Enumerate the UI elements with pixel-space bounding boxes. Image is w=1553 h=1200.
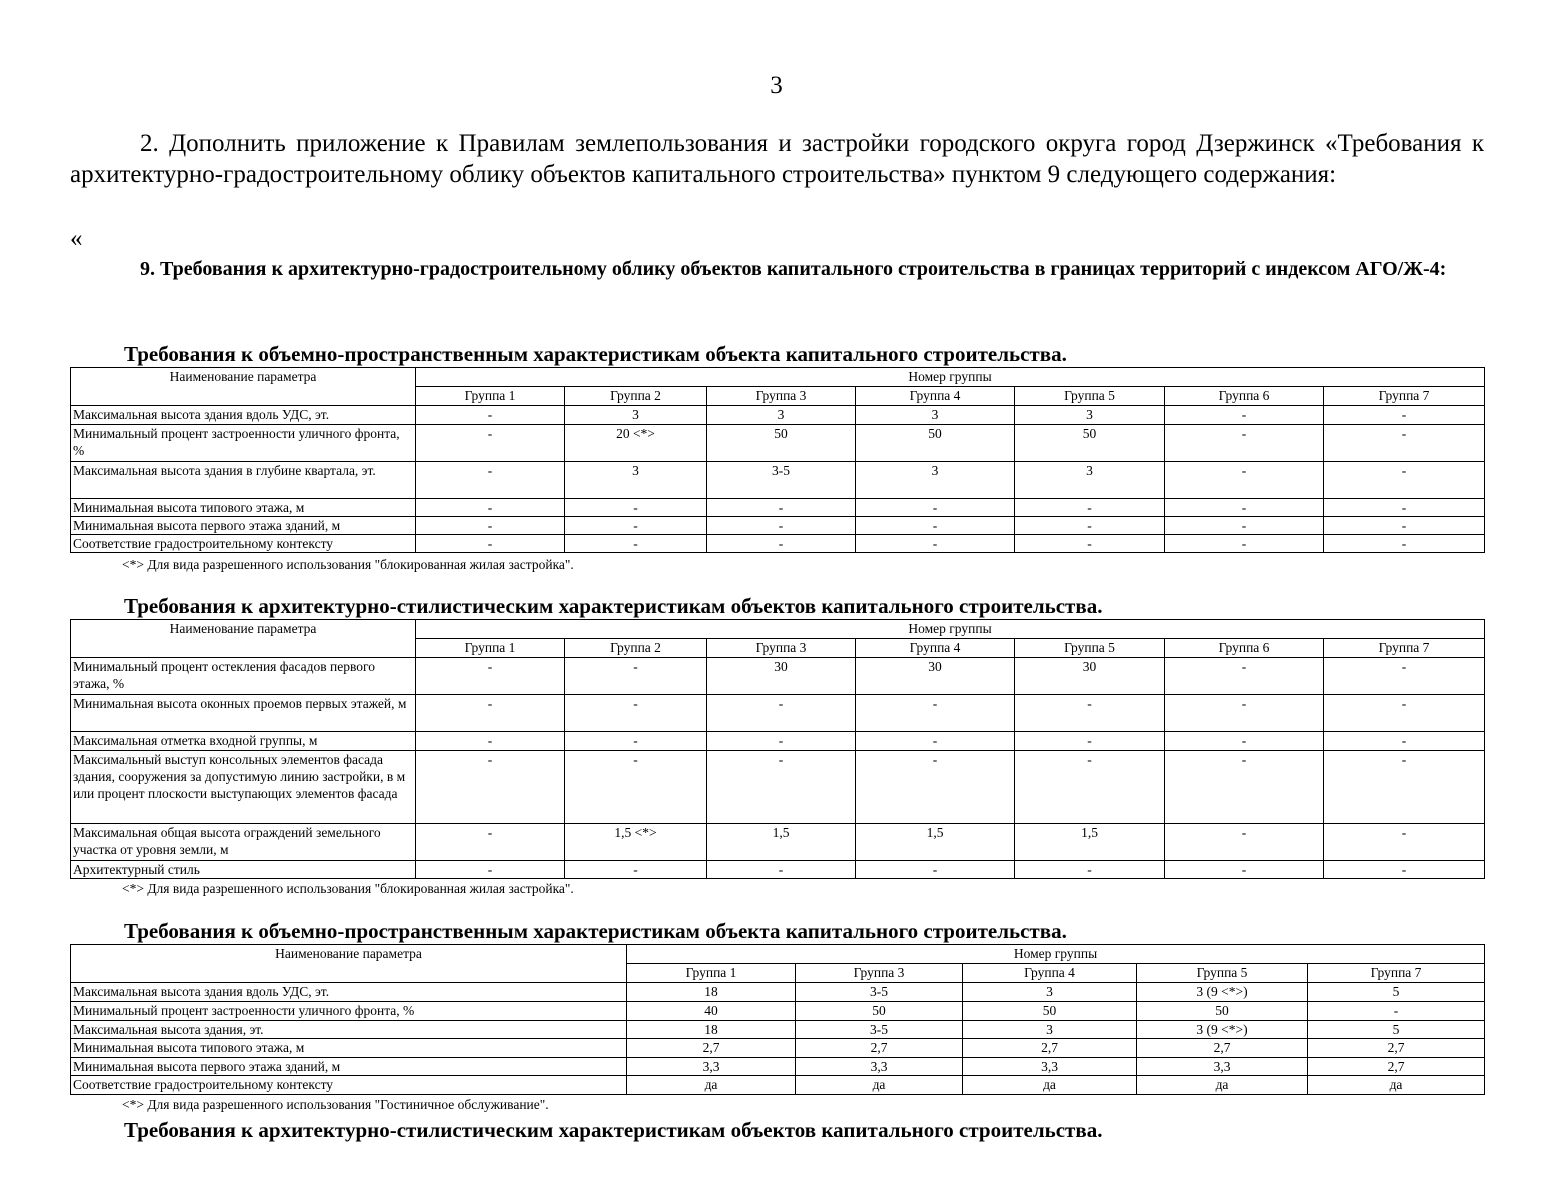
table-1: [70, 367, 1485, 553]
value-cell: 2,7: [1308, 1039, 1485, 1058]
value-cell: -: [707, 535, 856, 553]
value-cell: -: [1324, 861, 1485, 879]
value-cell: -: [416, 861, 565, 879]
table-1-title: Требования к объемно-пространственным характеристикам объекта капитального строительства.: [124, 342, 1067, 366]
value-cell: -: [1015, 751, 1165, 824]
value-cell: 50: [963, 1002, 1137, 1021]
param-name: Минимальный процент остекления фасадов первого этажа, %: [71, 658, 416, 695]
param-name: Соответствие градостроительному контексту: [71, 535, 416, 553]
param-name: Минимальная высота оконных проемов первых этажей, м: [71, 695, 416, 732]
value-cell: -: [416, 535, 565, 553]
table-row: [71, 1039, 1485, 1058]
value-cell: -: [1165, 824, 1324, 861]
group-label: Группа 6: [1165, 387, 1324, 406]
group-header: Номер группы: [416, 620, 1485, 639]
table-row: [71, 983, 1485, 1002]
param-name: Минимальный процент застроенности уличного фронта, %: [71, 425, 416, 462]
value-cell: -: [1324, 695, 1485, 732]
param-name: Максимальная общая высота ограждений земельного участка от уровня земли, м: [71, 824, 416, 861]
value-cell: 3,3: [1137, 1058, 1308, 1076]
page-number: 3: [770, 72, 783, 99]
value-cell: 50: [1137, 1002, 1308, 1021]
group-header: Номер группы: [416, 368, 1485, 387]
intro-paragraph: 2. Дополнить приложение к Правилам землепользования и застройки городского округа город Дзержинск «Требования к архитектурно-градостроительному облику объектов капитального строительства» пунктом 9 следующего содержания:: [70, 130, 1484, 188]
value-cell: -: [416, 517, 565, 535]
value-cell: 50: [707, 425, 856, 462]
value-cell: -: [1308, 1002, 1485, 1021]
value-cell: -: [856, 732, 1015, 751]
group-label: Группа 5: [1015, 639, 1165, 658]
table-row: [71, 1002, 1485, 1021]
value-cell: -: [856, 535, 1015, 553]
value-cell: -: [1015, 861, 1165, 879]
value-cell: -: [565, 751, 707, 824]
value-cell: -: [1324, 517, 1485, 535]
value-cell: -: [1165, 499, 1324, 517]
table-row: [71, 824, 1485, 861]
param-name: Архитектурный стиль: [71, 861, 416, 879]
param-name: Максимальная высота здания в глубине квартала, эт.: [71, 462, 416, 499]
param-name: Минимальная высота типового этажа, м: [71, 1039, 627, 1058]
value-cell: -: [416, 406, 565, 425]
value-cell: -: [416, 695, 565, 732]
table-3: [70, 944, 1485, 1095]
value-cell: 1,5: [1015, 824, 1165, 861]
group-label: Группа 1: [416, 639, 565, 658]
table-row: [71, 535, 1485, 553]
value-cell: -: [1165, 861, 1324, 879]
value-cell: 1,5 <*>: [565, 824, 707, 861]
param-name: Максимальная отметка входной группы, м: [71, 732, 416, 751]
value-cell: 3: [1015, 462, 1165, 499]
value-cell: -: [1324, 462, 1485, 499]
group-label: Группа 2: [565, 639, 707, 658]
group-label: Группа 1: [416, 387, 565, 406]
param-header: Наименование параметра: [71, 620, 416, 658]
value-cell: -: [565, 499, 707, 517]
value-cell: 3-5: [707, 462, 856, 499]
param-name: Соответствие градостроительному контексту: [71, 1076, 627, 1095]
value-cell: -: [416, 499, 565, 517]
table-row: [71, 462, 1485, 499]
group-header: Номер группы: [627, 945, 1485, 964]
value-cell: 3: [707, 406, 856, 425]
value-cell: -: [1324, 824, 1485, 861]
value-cell: 3: [1015, 406, 1165, 425]
value-cell: да: [963, 1076, 1137, 1095]
table-row: [71, 406, 1485, 425]
value-cell: 3,3: [963, 1058, 1137, 1076]
param-header: Наименование параметра: [71, 945, 627, 983]
table-row: [71, 732, 1485, 751]
value-cell: -: [707, 751, 856, 824]
group-label: Группа 5: [1137, 964, 1308, 983]
group-label: Группа 6: [1165, 639, 1324, 658]
param-name: Минимальная высота первого этажа зданий, м: [71, 1058, 627, 1076]
value-cell: -: [1324, 406, 1485, 425]
value-cell: -: [707, 861, 856, 879]
value-cell: 18: [627, 983, 796, 1002]
value-cell: -: [707, 695, 856, 732]
value-cell: 3: [963, 1021, 1137, 1039]
value-cell: 5: [1308, 1021, 1485, 1039]
opening-quote-mark: «: [70, 225, 83, 252]
section-heading: 9. Требования к архитектурно-градостроительному облику объектов капитального строительства в границах территорий с индексом АГО/Ж-4:: [140, 258, 1447, 280]
value-cell: -: [416, 462, 565, 499]
param-name: Максимальная высота здания вдоль УДС, эт.: [71, 983, 627, 1002]
value-cell: -: [1324, 751, 1485, 824]
value-cell: 3: [963, 983, 1137, 1002]
value-cell: -: [856, 751, 1015, 824]
param-name: Максимальный выступ консольных элементов фасада здания, сооружения за допустимую линию застройки, в м или процент плоскости выступающих элементов фасада: [71, 751, 416, 824]
value-cell: 3,3: [796, 1058, 963, 1076]
value-cell: -: [1324, 658, 1485, 695]
value-cell: 50: [856, 425, 1015, 462]
value-cell: -: [1165, 406, 1324, 425]
value-cell: -: [416, 658, 565, 695]
table-2-footnote: <*> Для вида разрешенного использования "блокированная жилая застройка".: [122, 881, 574, 896]
value-cell: -: [1015, 732, 1165, 751]
param-header: Наименование параметра: [71, 368, 416, 406]
group-label: Группа 4: [963, 964, 1137, 983]
group-label: Группа 2: [565, 387, 707, 406]
table-row: [71, 425, 1485, 462]
table-2-title: Требования к архитектурно-стилистическим характеристикам объектов капитального строительства.: [124, 594, 1103, 618]
value-cell: -: [1165, 462, 1324, 499]
group-label: Группа 3: [796, 964, 963, 983]
value-cell: 3 (9 <*>): [1137, 983, 1308, 1002]
value-cell: 3 (9 <*>): [1137, 1021, 1308, 1039]
value-cell: -: [565, 535, 707, 553]
value-cell: -: [1324, 535, 1485, 553]
param-name: Минимальная высота первого этажа зданий, м: [71, 517, 416, 535]
value-cell: 20 <*>: [565, 425, 707, 462]
value-cell: 2,7: [1308, 1058, 1485, 1076]
value-cell: -: [1324, 499, 1485, 517]
value-cell: -: [1165, 425, 1324, 462]
value-cell: да: [1308, 1076, 1485, 1095]
table-3-footnote: <*> Для вида разрешенного использования "Гостиничное обслуживание".: [122, 1097, 549, 1112]
value-cell: 5: [1308, 983, 1485, 1002]
value-cell: -: [565, 695, 707, 732]
value-cell: -: [1165, 751, 1324, 824]
value-cell: да: [1137, 1076, 1308, 1095]
table-3-title: Требования к объемно-пространственным характеристикам объекта капитального строительства.: [124, 919, 1067, 943]
value-cell: -: [856, 695, 1015, 732]
group-label: Группа 4: [856, 639, 1015, 658]
table-row: [71, 1076, 1485, 1095]
value-cell: 3,3: [627, 1058, 796, 1076]
group-label: Группа 4: [856, 387, 1015, 406]
value-cell: 30: [707, 658, 856, 695]
final-title: Требования к архитектурно-стилистическим характеристикам объектов капитального строительства.: [124, 1118, 1103, 1142]
value-cell: -: [1015, 535, 1165, 553]
value-cell: -: [707, 732, 856, 751]
value-cell: 1,5: [707, 824, 856, 861]
value-cell: -: [565, 861, 707, 879]
value-cell: 2,7: [1137, 1039, 1308, 1058]
table-row: [71, 1021, 1485, 1039]
group-label: Группа 1: [627, 964, 796, 983]
value-cell: 2,7: [796, 1039, 963, 1058]
table-row: [71, 517, 1485, 535]
group-label: Группа 5: [1015, 387, 1165, 406]
value-cell: -: [1165, 535, 1324, 553]
param-name: Минимальная высота типового этажа, м: [71, 499, 416, 517]
value-cell: -: [856, 517, 1015, 535]
table-row: [71, 499, 1485, 517]
value-cell: да: [627, 1076, 796, 1095]
value-cell: -: [416, 732, 565, 751]
value-cell: 3: [856, 406, 1015, 425]
value-cell: -: [707, 517, 856, 535]
value-cell: -: [856, 861, 1015, 879]
value-cell: -: [1015, 695, 1165, 732]
value-cell: да: [796, 1076, 963, 1095]
value-cell: -: [565, 517, 707, 535]
value-cell: -: [416, 425, 565, 462]
value-cell: -: [707, 499, 856, 517]
param-name: Минимальный процент застроенности уличного фронта, %: [71, 1002, 627, 1021]
value-cell: -: [416, 751, 565, 824]
value-cell: 2,7: [627, 1039, 796, 1058]
value-cell: 3-5: [796, 1021, 963, 1039]
value-cell: 40: [627, 1002, 796, 1021]
value-cell: 18: [627, 1021, 796, 1039]
value-cell: 3: [856, 462, 1015, 499]
value-cell: -: [1015, 499, 1165, 517]
group-label: Группа 7: [1308, 964, 1485, 983]
value-cell: -: [1165, 517, 1324, 535]
group-label: Группа 7: [1324, 639, 1485, 658]
value-cell: 30: [856, 658, 1015, 695]
value-cell: -: [1015, 517, 1165, 535]
value-cell: -: [1165, 732, 1324, 751]
value-cell: -: [565, 658, 707, 695]
table-2: [70, 619, 1485, 879]
value-cell: -: [1324, 425, 1485, 462]
value-cell: 2,7: [963, 1039, 1137, 1058]
value-cell: 50: [1015, 425, 1165, 462]
value-cell: -: [1165, 695, 1324, 732]
table-row: [71, 1058, 1485, 1076]
param-name: Максимальная высота здания, эт.: [71, 1021, 627, 1039]
table-row: [71, 695, 1485, 732]
group-label: Группа 7: [1324, 387, 1485, 406]
value-cell: 3-5: [796, 983, 963, 1002]
value-cell: -: [1324, 732, 1485, 751]
value-cell: 3: [565, 406, 707, 425]
group-label: Группа 3: [707, 387, 856, 406]
value-cell: 50: [796, 1002, 963, 1021]
value-cell: -: [856, 499, 1015, 517]
value-cell: -: [416, 824, 565, 861]
value-cell: -: [565, 732, 707, 751]
value-cell: 30: [1015, 658, 1165, 695]
value-cell: 1,5: [856, 824, 1015, 861]
table-row: [71, 751, 1485, 824]
group-label: Группа 3: [707, 639, 856, 658]
table-row: [71, 861, 1485, 879]
table-row: [71, 658, 1485, 695]
table-1-footnote: <*> Для вида разрешенного использования "блокированная жилая застройка".: [122, 557, 574, 572]
value-cell: 3: [565, 462, 707, 499]
value-cell: -: [1165, 658, 1324, 695]
param-name: Максимальная высота здания вдоль УДС, эт.: [71, 406, 416, 425]
